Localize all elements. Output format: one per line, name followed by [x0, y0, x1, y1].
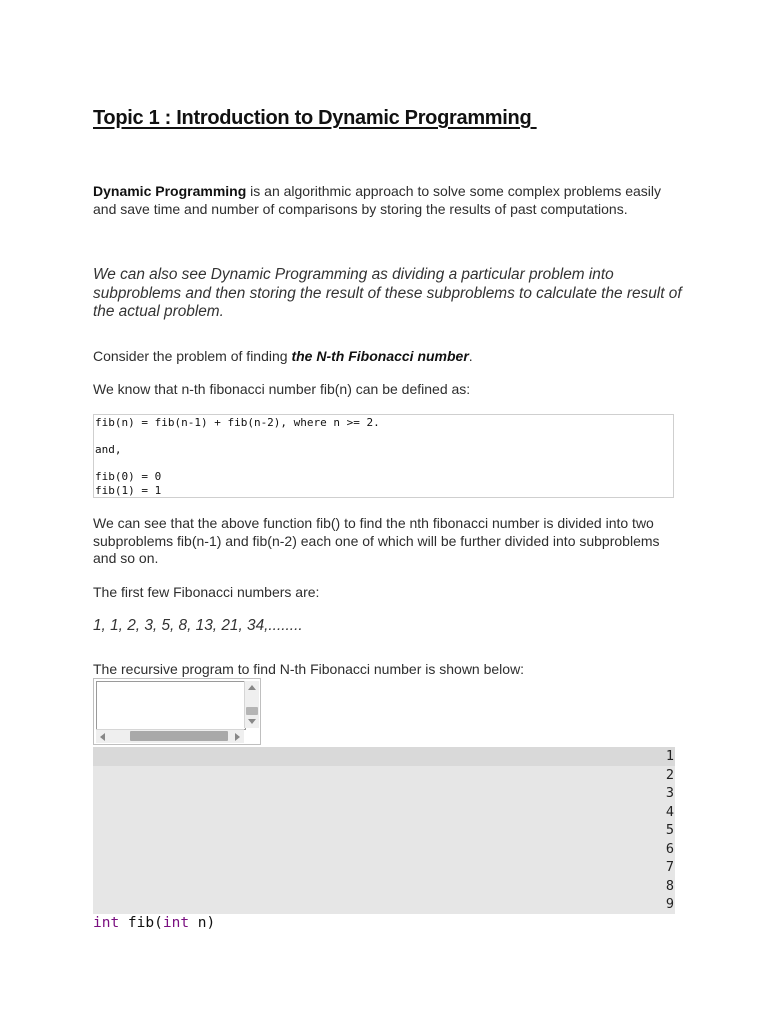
recursive-intro: The recursive program to find N-th Fibonacci number is shown below: — [93, 661, 525, 677]
page-title: Topic 1 : Introduction to Dynamic Programming — [93, 107, 537, 129]
first-few-label: The first few Fibonacci numbers are: — [93, 584, 320, 600]
code-frame-viewport[interactable] — [96, 681, 246, 730]
code-text: n) — [189, 915, 216, 931]
intro-bold-term: Dynamic Programming — [93, 183, 247, 199]
code-line: and, — [95, 443, 122, 457]
line-number: 5 — [665, 822, 674, 838]
line-number: 6 — [665, 840, 674, 857]
consider-paragraph — [93, 348, 683, 366]
horizontal-scrollbar[interactable] — [96, 729, 244, 743]
code-line — [95, 457, 673, 471]
code-line: fib(0) = 0 — [95, 470, 162, 484]
intro-paragraph — [93, 183, 683, 218]
consider-bold: the N-th Fibonacci number — [291, 348, 469, 364]
line-number: 2 — [665, 766, 674, 783]
code-keyword: int — [93, 915, 120, 931]
consider-suffix: . — [468, 348, 473, 364]
line-number: 7 — [665, 859, 674, 875]
code-keyword: int — [162, 915, 190, 931]
italic-paragraph: We can also see Dynamic Programming as dividing a particular problem into subproblems and then storing the result of these subproblems to calculate the result of the actual problem. — [93, 266, 682, 320]
code-text: fib( — [119, 915, 163, 931]
line-number: 9 — [665, 896, 674, 912]
horizontal-scroll-thumb[interactable] — [130, 731, 228, 741]
scroll-down-arrow-icon[interactable] — [248, 719, 256, 724]
vertical-scrollbar[interactable] — [244, 681, 259, 728]
code-line — [95, 430, 673, 444]
definition-intro: We know that n-th fibonacci number fib(n) can be defined as: — [93, 381, 471, 397]
line-number: 3 — [665, 785, 674, 801]
definition-code-block — [93, 414, 674, 498]
highlighted-line — [93, 747, 675, 766]
consider-prefix: Consider the problem of finding — [93, 348, 292, 364]
line-number-gutter — [93, 747, 675, 914]
code-line: fib(n) = fib(n-1) + fib(n-2), where n >= 2. — [95, 416, 380, 429]
scroll-right-arrow-icon[interactable] — [235, 733, 240, 741]
subproblems-paragraph: We can see that the above function fib() to find the nth fibonacci number is divided into two subproblems fib(n-1) and fib(n-2) each one of which will be further divided into subproblems and so on. — [93, 515, 660, 566]
code-line: fib(1) = 1 — [95, 483, 162, 497]
intro-text: is an algorithmic approach to solve some complex problems easily and save time and number of comparisons by storing the results of past computations. — [93, 183, 662, 217]
line-number: 1 — [665, 748, 674, 764]
line-number: 4 — [665, 803, 674, 820]
scroll-left-arrow-icon[interactable] — [100, 733, 105, 741]
vertical-scroll-thumb[interactable] — [246, 707, 258, 715]
line-number: 8 — [665, 877, 674, 894]
code-snippet-line — [93, 914, 215, 932]
fibonacci-sequence: 1, 1, 2, 3, 5, 8, 13, 21, 34,........ — [93, 617, 303, 634]
scroll-up-arrow-icon[interactable] — [248, 685, 256, 690]
embedded-code-frame[interactable] — [93, 678, 261, 745]
